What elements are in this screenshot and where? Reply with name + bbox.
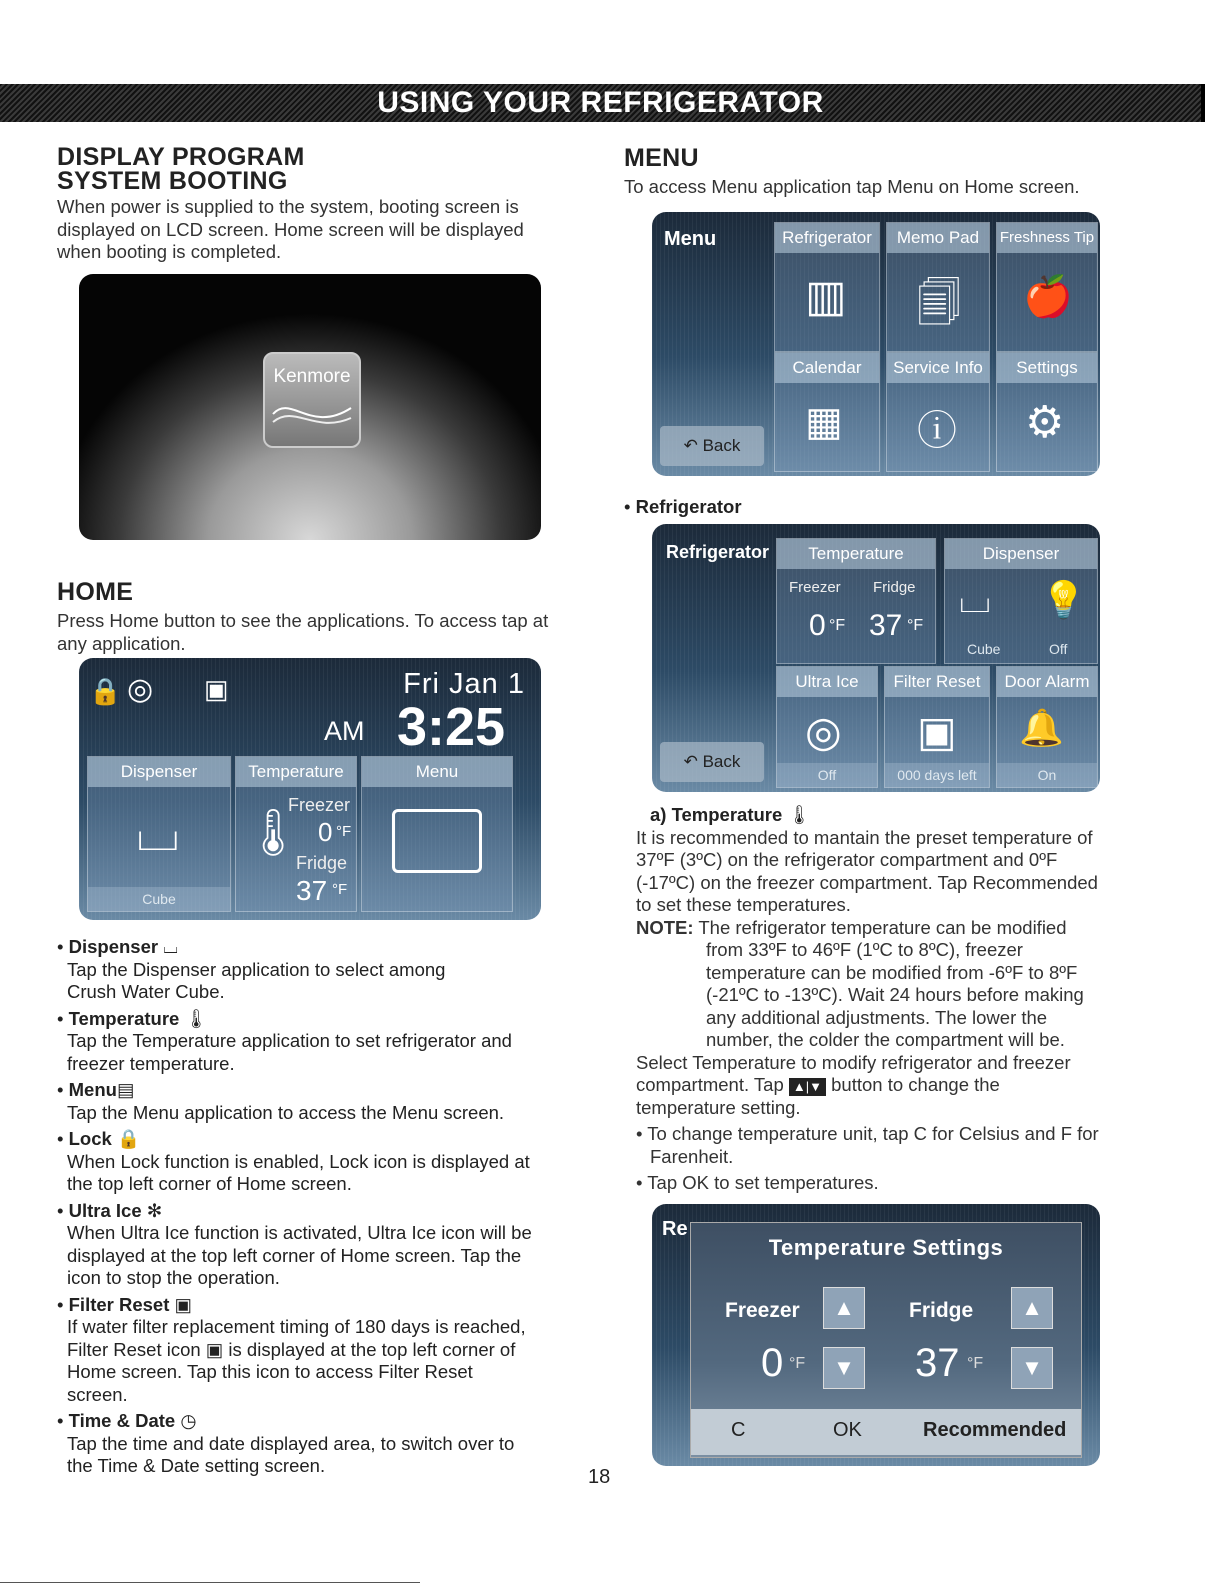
- boot-screen-image: [79, 274, 541, 540]
- menu-tile[interactable]: [361, 756, 513, 912]
- ultra-ice-item-text1: When Ultra Ice function is activated, Ultra Ice icon will be: [67, 1222, 532, 1243]
- up-down-arrows-icon: ▲|▼: [789, 1078, 826, 1096]
- dispenser-item-text2: Crush Water Cube.: [67, 981, 225, 1002]
- dispenser-small-icon: ⌴: [163, 936, 179, 957]
- fridge-down-button[interactable]: ▼: [1011, 1347, 1053, 1389]
- home-fridge-unit: °F: [332, 881, 348, 898]
- select-line2b: button to change the: [831, 1074, 1000, 1095]
- refrigerator-tile[interactable]: [774, 222, 880, 352]
- freshness-tip-tile[interactable]: [996, 222, 1098, 352]
- door-alarm-on-label: On: [997, 763, 1097, 787]
- refrigerator-dispenser-tile-label: Dispenser: [945, 539, 1097, 569]
- time-date-item-title: Time & Date: [68, 1410, 176, 1431]
- ultra-ice-item-title: Ultra Ice: [68, 1199, 142, 1221]
- home-fridge-label: Fridge: [296, 853, 348, 873]
- refrigerator-back-label: Back: [702, 752, 741, 771]
- calendar-tile[interactable]: [774, 352, 880, 472]
- temperature-p2: 37ºF (3ºC) on the refrigerator compartment and 0ºF: [636, 849, 1058, 870]
- refrigerator-fridge-unit: °F: [907, 617, 924, 634]
- refrigerator-icon: ▥: [805, 272, 847, 321]
- memo-pad-icon: 🗐: [917, 279, 961, 328]
- thermometer-small-icon: 🌡: [184, 1007, 208, 1029]
- ultra-ice-tile[interactable]: [776, 666, 878, 788]
- home-freezer-value: 0: [318, 817, 333, 847]
- temperature-item-text1: Tap the Temperature application to set refrigerator and: [67, 1030, 512, 1051]
- dispenser-cup-icon: ⌴: [136, 802, 180, 862]
- menu-back-button[interactable]: ↶ Back: [660, 426, 764, 466]
- filter-reset-tile[interactable]: [884, 666, 990, 788]
- freezer-up-button[interactable]: ▲: [823, 1287, 865, 1329]
- dispenser-item-text1: Tap the Dispenser application to select among: [67, 958, 446, 980]
- ultra-ice-item-text3: icon to stop the operation.: [67, 1267, 280, 1288]
- home-freezer-label: Freezer: [288, 795, 351, 815]
- temperature-p4: to set these temperatures.: [636, 894, 851, 915]
- temperature-item: • Temperature 🌡 Tap the Temperature application to set refrigerator and freezer temperature.: [57, 1008, 577, 1076]
- note-line2: from 33ºF to 46ºF (1ºC to 8ºC), freezer: [706, 939, 1023, 960]
- menu-tile-label: Menu: [362, 757, 512, 787]
- refrigerator-freezer-label: Freezer: [789, 579, 841, 596]
- note-line1: The refrigerator temperature can be modified: [698, 916, 1067, 938]
- service-info-tile-label: Service Info: [887, 353, 989, 383]
- settings-fridge-value: 37: [915, 1341, 960, 1385]
- dispenser-item-title: Dispenser: [68, 936, 159, 957]
- refrigerator-freezer-unit: °F: [829, 617, 846, 634]
- display-title: DISPLAY PROGRAM: [57, 143, 305, 171]
- refrigerator-cube-label: Cube: [967, 641, 1001, 657]
- dispenser-tile[interactable]: [87, 756, 231, 912]
- temperature-settings-peek-title: Re: [662, 1218, 688, 1240]
- filter-days-left-label: 000 days left: [885, 763, 989, 787]
- menu-item-title: Menu: [68, 1079, 117, 1100]
- filter-reset-small-icon: ▣: [174, 1293, 193, 1315]
- temperature-settings-dialog: [690, 1222, 1082, 1458]
- gear-icon: ⚙: [1025, 398, 1065, 447]
- calendar-icon: ▦: [805, 400, 843, 444]
- refrigerator-screen-image: [652, 524, 1100, 792]
- refrigerator-temperature-tile-label: Temperature: [777, 539, 935, 569]
- refrigerator-tile-label: Refrigerator: [775, 223, 879, 253]
- refrigerator-screen-heading: Refrigerator: [666, 542, 770, 562]
- note-line5: any additional adjustments. The lower the: [706, 1006, 1048, 1028]
- memo-pad-tile-label: Memo Pad: [887, 223, 989, 253]
- home-time[interactable]: 3:25: [397, 697, 506, 757]
- temperature-settings-screen-image: [652, 1204, 1100, 1466]
- ultra-ice-small-icon: ✻: [146, 1199, 163, 1221]
- filter-cartridge-icon: ▣: [917, 708, 957, 755]
- kenmore-swoosh-icon: [271, 394, 353, 434]
- select-line3: temperature setting.: [636, 1096, 801, 1118]
- kenmore-logo: [263, 352, 361, 448]
- home-fridge-value: 37: [296, 875, 328, 906]
- dispenser-item: • Dispenser ⌴ Tap the Dispenser application to select among Crush Water Cube.: [57, 936, 577, 1004]
- refrigerator-freezer-value: 0: [809, 609, 826, 642]
- section-banner: USING YOUR REFRIGERATOR: [0, 84, 1205, 122]
- filter-reset-item-text2: Filter Reset icon: [67, 1338, 201, 1360]
- recommended-button[interactable]: Recommended: [923, 1419, 1067, 1441]
- temperature-item-title: Temperature: [68, 1007, 180, 1029]
- unit-bullet-a: To change temperature unit, tap C for Celsius and F for: [647, 1123, 1099, 1144]
- refrigerator-cup-icon: ⌴: [959, 577, 991, 621]
- ultra-ice-item-text2: displayed at the top left corner of Home screen. Tap the: [67, 1244, 522, 1266]
- service-info-tile[interactable]: [886, 352, 990, 472]
- temperature-tile[interactable]: [235, 756, 357, 912]
- home-title: HOME: [57, 578, 134, 606]
- refrigerator-back-button[interactable]: ↶ Back: [660, 742, 764, 782]
- filter-reset-item-text1: If water filter replacement timing of 180 days is reached,: [67, 1316, 526, 1337]
- time-date-item-text1: Tap the time and date displayed area, to switch over to: [67, 1432, 515, 1454]
- memo-pad-tile[interactable]: [886, 222, 990, 352]
- temperature-section: a) Temperature 🌡 It is recommended to mantain the preset temperature of 37ºF (3ºC) on the refrigerator compartment and 0ºF (-17ºC) on the freezer compartment. Tap Recommended to set these temperatures. NOTE: The refrigerator temperature can be modified from 33ºF to 46ºF (1ºC to 8ºC), freezer temperature can be modified from -6ºF to 8ºF (-21ºC to -13ºC). Wait 24 hours before making any additional adjustments. The lower the number, the colder the compartment will be. Select Temperature to modify refrigerator and freezer compartment. Tap ▲|▼ button to change the temperature setting. • To change temperature unit, tap C for Celsius and F for Farenheit. • Tap OK to set temperatures.: [636, 804, 1176, 1195]
- temperature-p3: (-17ºC) on the freezer compartment. Tap Recommended: [636, 871, 1098, 893]
- temperature-settings-heading: Temperature Settings: [768, 1235, 1004, 1260]
- lock-item-text2: the top left corner of Home screen.: [67, 1173, 352, 1194]
- temperature-p1: It is recommended to mantain the preset temperature of: [636, 826, 1093, 848]
- settings-tile[interactable]: [996, 352, 1098, 472]
- menu-item-text1: Tap the Menu application to access the Menu screen.: [67, 1101, 505, 1123]
- lock-item: • Lock 🔒 When Lock function is enabled, Lock icon is displayed at the top left corner of Home screen.: [57, 1128, 577, 1196]
- refrigerator-fridge-value: 37: [869, 609, 903, 642]
- settings-tile-label: Settings: [997, 353, 1097, 383]
- page-number: 18: [588, 1466, 611, 1488]
- door-alarm-tile-label: Door Alarm: [997, 667, 1097, 697]
- filter-reset-tile-label: Filter Reset: [885, 667, 989, 697]
- ultra-ice-off-label: Off: [777, 763, 877, 787]
- home-screen-image: [79, 658, 541, 920]
- menu-screen-heading: Menu: [664, 228, 717, 250]
- settings-button-bar: [691, 1409, 1081, 1455]
- ultra-ice-tile-label: Ultra Ice: [777, 667, 877, 697]
- clock-small-icon: ◷: [180, 1410, 197, 1431]
- filter-reset-item-title: Filter Reset: [68, 1293, 170, 1315]
- home-freezer-unit: °F: [336, 823, 352, 840]
- celsius-button[interactable]: C: [731, 1419, 746, 1441]
- door-alarm-bell-icon: 🔔: [1019, 707, 1064, 748]
- refrigerator-bullet-title: Refrigerator: [635, 496, 742, 517]
- temperature-tile-label: Temperature: [236, 757, 356, 787]
- filter-reset-icon: ▣: [204, 674, 229, 704]
- booting-text: When power is supplied to the system, booting screen is displayed on LCD screen. Home screen will be displayed when booting is completed.: [57, 196, 524, 262]
- footer-rule: [0, 1582, 420, 1583]
- filter-reset-item-text2b: is displayed at the top left corner of: [228, 1338, 516, 1360]
- kenmore-logo-text: Kenmore: [273, 366, 351, 387]
- menu-back-label: Back: [702, 436, 741, 455]
- freezer-down-button[interactable]: ▼: [823, 1347, 865, 1389]
- filter-reset-item-text4: screen.: [67, 1383, 128, 1405]
- settings-freezer-label: Freezer: [725, 1299, 800, 1322]
- light-bulb-icon: 💡: [1041, 579, 1086, 620]
- door-alarm-tile[interactable]: [996, 666, 1098, 788]
- calendar-tile-label: Calendar: [775, 353, 879, 383]
- dispenser-cube-label: Cube: [88, 887, 230, 911]
- refrigerator-dispenser-tile[interactable]: [944, 538, 1098, 664]
- menu-item: • Menu▤ Tap the Menu application to access the Menu screen.: [57, 1079, 577, 1124]
- home-date[interactable]: Fri Jan 1: [403, 668, 525, 700]
- refrigerator-temperature-tile[interactable]: [776, 538, 936, 664]
- home-ampm[interactable]: AM: [324, 716, 365, 746]
- thermometer-icon: 🌡: [244, 806, 303, 858]
- note-line4: (-21ºC to -13ºC). Wait 24 hours before making: [706, 984, 1084, 1005]
- lock-small-icon: 🔒: [116, 1128, 140, 1149]
- ok-button[interactable]: OK: [833, 1419, 862, 1441]
- home-text: Press Home button to see the applications. To access tap at any application.: [57, 610, 549, 654]
- refrigerator-fridge-label: Fridge: [873, 579, 916, 596]
- temperature-title-icon: 🌡: [787, 804, 811, 825]
- freshness-apple-icon: 🍎: [1023, 275, 1073, 319]
- fridge-up-button[interactable]: ▲: [1011, 1287, 1053, 1329]
- filter-reset-item: • Filter Reset ▣ If water filter replacement timing of 180 days is reached, Filter Reset icon ▣ is displayed at the top left corner of Home screen. Tap this icon to access Filter Reset screen.: [57, 1294, 577, 1407]
- ultra-ice-swirl-icon: ◎: [805, 708, 842, 755]
- select-line1: Select Temperature to modify refrigerator and freezer: [636, 1051, 1071, 1073]
- refrigerator-off-label: Off: [1049, 641, 1068, 657]
- note-line3: temperature can be modified from -6ºF to 8ºF: [706, 961, 1078, 983]
- info-icon: ⓘ: [917, 409, 957, 453]
- freshness-tip-tile-label: Freshness Tip: [997, 223, 1097, 253]
- dispenser-tile-label: Dispenser: [88, 757, 230, 787]
- time-date-item: • Time & Date ◷ Tap the time and date displayed area, to switch over to the Time & Date setting screen.: [57, 1410, 577, 1478]
- time-date-item-text2: the Time & Date setting screen.: [67, 1455, 326, 1476]
- temperature-item-text2: freezer temperature.: [67, 1052, 235, 1074]
- menu-small-icon: ▤: [116, 1079, 135, 1100]
- settings-freezer-value: 0: [761, 1341, 784, 1385]
- filter-reset-item-text3: Home screen. Tap this icon to access Filter Reset: [67, 1361, 473, 1382]
- select-line2a: compartment. Tap: [636, 1074, 784, 1095]
- filter-reset-inline-icon: ▣: [205, 1338, 224, 1360]
- menu-title: MENU: [624, 144, 699, 172]
- ultra-ice-item: • Ultra Ice ✻ When Ultra Ice function is activated, Ultra Ice icon will be displayed at the top left corner of Home screen. Tap the icon to stop the operation.: [57, 1200, 577, 1290]
- ultra-ice-icon: ◎: [127, 673, 154, 706]
- booting-title: SYSTEM BOOTING: [57, 167, 288, 195]
- feature-list: [57, 936, 577, 1478]
- menu-text: To access Menu application tap Menu on Home screen.: [624, 176, 1080, 197]
- note-line6: number, the colder the compartment will be.: [706, 1029, 1065, 1050]
- lock-item-title: Lock: [68, 1128, 112, 1149]
- menu-grid-icon: [392, 809, 482, 873]
- settings-fridge-label: Fridge: [909, 1299, 974, 1322]
- unit-bullet-b: Farenheit.: [650, 1145, 734, 1167]
- settings-freezer-unit: °F: [789, 1355, 806, 1372]
- lock-item-text1: When Lock function is enabled, Lock icon is displayed at: [67, 1150, 530, 1172]
- note-label: NOTE:: [636, 916, 694, 938]
- temperature-section-title: a) Temperature: [650, 804, 783, 825]
- lock-icon: 🔒: [89, 676, 122, 706]
- refrigerator-bullet: • Refrigerator: [624, 496, 742, 517]
- settings-fridge-unit: °F: [967, 1355, 984, 1372]
- menu-screen-image: [652, 212, 1100, 476]
- ok-bullet: Tap OK to set temperatures.: [647, 1172, 879, 1193]
